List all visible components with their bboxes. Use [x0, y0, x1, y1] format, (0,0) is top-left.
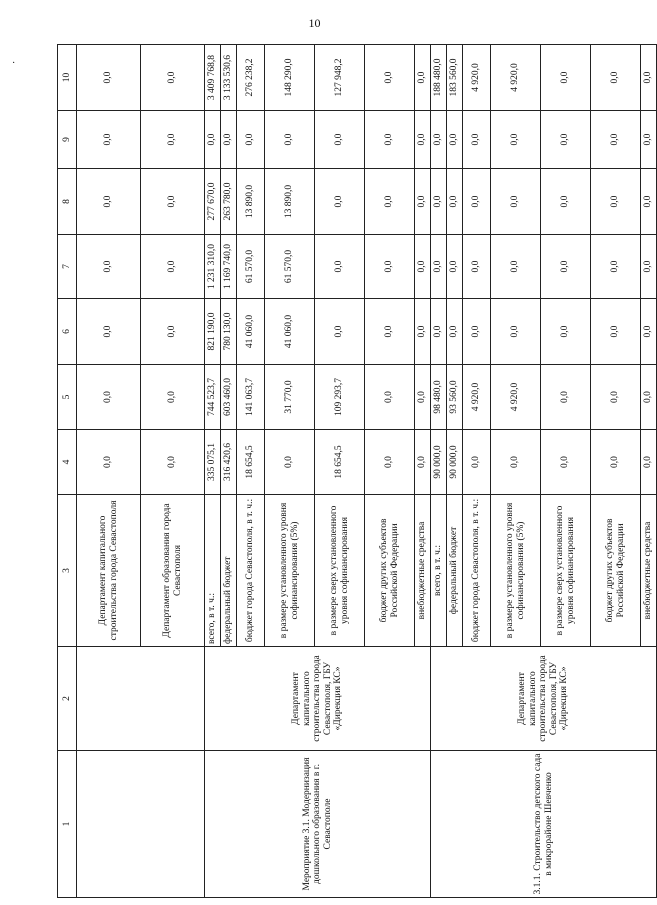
value-cell: 109 293,7 — [315, 365, 365, 430]
value-cell: 1 231 310,0 — [205, 235, 221, 299]
value-cell: 0,0 — [77, 430, 141, 495]
value-cell: 0,0 — [463, 299, 491, 365]
value-cell: 0,0 — [141, 235, 205, 299]
value-cell: 0,0 — [541, 235, 591, 299]
value-cell: 0,0 — [77, 45, 141, 111]
value-cell: 0,0 — [541, 111, 591, 169]
value-cell: 744 523,7 — [205, 365, 221, 430]
value-cell: 0,0 — [315, 299, 365, 365]
value-cell: 61 570,0 — [265, 235, 315, 299]
value-cell: 0,0 — [641, 45, 657, 111]
value-cell: 13 890,0 — [237, 169, 265, 235]
value-cell: 0,0 — [641, 299, 657, 365]
value-cell: 0,0 — [431, 299, 447, 365]
value-cell: 0,0 — [237, 111, 265, 169]
source-cell: бюджет других субъектов Российской Федерации — [365, 495, 415, 647]
source-cell: внебюджетные средства — [415, 495, 431, 647]
value-cell: 188 480,0 — [431, 45, 447, 111]
value-cell: 13 890,0 — [265, 169, 315, 235]
value-cell: 0,0 — [365, 299, 415, 365]
executor-cell: Департамент капитального строительства города Севастополя, ГБУ «Дирекция КС» — [431, 647, 657, 751]
value-cell: 0,0 — [365, 45, 415, 111]
value-cell: 780 130,0 — [221, 299, 237, 365]
value-cell: 0,0 — [431, 235, 447, 299]
event-cell: Мероприятие 3.1. Модернизация дошкольного образования в г. Севастополе — [205, 751, 431, 898]
value-cell: 0,0 — [77, 235, 141, 299]
value-cell: 335 075,1 — [205, 430, 221, 495]
value-cell: 1 169 740,0 — [221, 235, 237, 299]
value-cell: 0,0 — [591, 169, 641, 235]
value-cell: 0,0 — [463, 235, 491, 299]
source-cell: в размере установленного уровня софинансирования (5%) — [491, 495, 541, 647]
source-cell: бюджет других субъектов Российской Федерации — [591, 495, 641, 647]
value-cell: 0,0 — [365, 169, 415, 235]
value-cell: 0,0 — [265, 111, 315, 169]
funding-table — [57, 44, 657, 898]
value-cell: 0,0 — [415, 111, 431, 169]
source-cell: всего, в т. ч.: — [205, 495, 221, 647]
value-cell: 0,0 — [77, 169, 141, 235]
source-cell: федеральный бюджет — [221, 495, 237, 647]
value-cell: 276 238,2 — [237, 45, 265, 111]
value-cell: 0,0 — [77, 111, 141, 169]
value-cell: 3 409 768,8 — [205, 45, 221, 111]
value-cell: 41 060,0 — [237, 299, 265, 365]
value-cell: 0,0 — [591, 235, 641, 299]
value-cell: 4 920,0 — [463, 45, 491, 111]
value-cell: 0,0 — [591, 299, 641, 365]
source-cell: федеральный бюджет — [447, 495, 463, 647]
value-cell: 0,0 — [415, 235, 431, 299]
value-cell: 148 290,0 — [265, 45, 315, 111]
table-row — [77, 45, 141, 898]
value-cell: 0,0 — [591, 111, 641, 169]
header-row — [58, 45, 77, 898]
value-cell: 0,0 — [141, 169, 205, 235]
value-cell: 0,0 — [77, 299, 141, 365]
value-cell: 0,0 — [641, 235, 657, 299]
value-cell: 0,0 — [491, 111, 541, 169]
source-cell: в размере установленного уровня софинансирования (5%) — [265, 495, 315, 647]
value-cell: 0,0 — [415, 169, 431, 235]
value-cell: 0,0 — [415, 45, 431, 111]
value-cell: 98 480,0 — [431, 365, 447, 430]
value-cell: 0,0 — [447, 235, 463, 299]
value-cell: 3 133 530,6 — [221, 45, 237, 111]
value-cell: 0,0 — [431, 111, 447, 169]
event-cell-empty — [77, 751, 205, 898]
value-cell: 0,0 — [541, 365, 591, 430]
value-cell: 141 063,7 — [237, 365, 265, 430]
value-cell: 0,0 — [641, 111, 657, 169]
value-cell: 0,0 — [491, 169, 541, 235]
header-cell: 6 — [58, 299, 77, 365]
source-cell: Департамент образования города Севастополя — [141, 495, 205, 647]
header-cell: 5 — [58, 365, 77, 430]
value-cell: 0,0 — [463, 169, 491, 235]
source-cell: в размере сверх установленного уровня софинансирования — [315, 495, 365, 647]
value-cell: 0,0 — [591, 430, 641, 495]
table-row — [431, 45, 447, 898]
header-cell: 9 — [58, 111, 77, 169]
value-cell: 821 190,0 — [205, 299, 221, 365]
value-cell: 603 460,0 — [221, 365, 237, 430]
rotated-table-wrapper — [57, 45, 654, 898]
value-cell: 4 920,0 — [463, 365, 491, 430]
value-cell: 18 654,5 — [237, 430, 265, 495]
value-cell: 0,0 — [141, 430, 205, 495]
value-cell: 0,0 — [221, 111, 237, 169]
value-cell: 0,0 — [641, 169, 657, 235]
value-cell: 18 654,5 — [315, 430, 365, 495]
source-cell: бюджет города Севастополя, в т. ч.: — [463, 495, 491, 647]
value-cell: 0,0 — [365, 111, 415, 169]
value-cell: 0,0 — [141, 111, 205, 169]
header-cell: 10 — [58, 45, 77, 111]
value-cell: 4 920,0 — [491, 45, 541, 111]
value-cell: 0,0 — [541, 299, 591, 365]
value-cell: 90 000,0 — [447, 430, 463, 495]
value-cell: 0,0 — [265, 430, 315, 495]
source-cell: Департамент капитального строительства города Севастополя — [77, 495, 141, 647]
executor-cell: Департамент капитального строительства города Севастополя, ГБУ «Дирекция КС» — [205, 647, 431, 751]
value-cell: 0,0 — [205, 111, 221, 169]
source-cell: внебюджетные средства — [641, 495, 657, 647]
value-cell: 0,0 — [365, 365, 415, 430]
value-cell: 0,0 — [641, 365, 657, 430]
value-cell: 31 770,0 — [265, 365, 315, 430]
value-cell: 0,0 — [491, 235, 541, 299]
value-cell: 41 060,0 — [265, 299, 315, 365]
value-cell: 0,0 — [541, 45, 591, 111]
value-cell: 0,0 — [141, 45, 205, 111]
event-cell: 3.1.1. Строительство детского сада в микрорайоне Шевченко — [431, 751, 657, 898]
value-cell: 316 420,6 — [221, 430, 237, 495]
source-cell: бюджет города Севастополя, в т. ч.: — [237, 495, 265, 647]
value-cell: 0,0 — [415, 430, 431, 495]
header-cell: 1 — [58, 751, 77, 898]
value-cell: 0,0 — [141, 365, 205, 430]
value-cell: 0,0 — [315, 235, 365, 299]
value-cell: 183 560,0 — [447, 45, 463, 111]
table-row — [205, 45, 221, 898]
value-cell: 0,0 — [541, 430, 591, 495]
value-cell: 93 560,0 — [447, 365, 463, 430]
value-cell: 0,0 — [463, 430, 491, 495]
value-cell: 0,0 — [365, 235, 415, 299]
value-cell: 0,0 — [447, 111, 463, 169]
value-cell: 0,0 — [415, 299, 431, 365]
header-cell: 3 — [58, 495, 77, 647]
value-cell: 0,0 — [415, 365, 431, 430]
source-cell: всего, в т. ч.: — [431, 495, 447, 647]
value-cell: 0,0 — [491, 299, 541, 365]
value-cell: 0,0 — [77, 365, 141, 430]
value-cell: 127 948,2 — [315, 45, 365, 111]
value-cell: 0,0 — [447, 299, 463, 365]
value-cell: 0,0 — [641, 430, 657, 495]
value-cell: 263 780,0 — [221, 169, 237, 235]
source-cell: в размере сверх установленного уровня софинансирования — [541, 495, 591, 647]
value-cell: 0,0 — [141, 299, 205, 365]
value-cell: 0,0 — [431, 169, 447, 235]
value-cell: 0,0 — [591, 365, 641, 430]
value-cell: 0,0 — [491, 430, 541, 495]
value-cell: 0,0 — [541, 169, 591, 235]
header-cell: 2 — [58, 647, 77, 751]
value-cell: 0,0 — [315, 169, 365, 235]
value-cell: 0,0 — [447, 169, 463, 235]
value-cell: 0,0 — [365, 430, 415, 495]
value-cell: 90 000,0 — [431, 430, 447, 495]
header-cell: 4 — [58, 430, 77, 495]
page-number: 10 — [308, 16, 321, 30]
header-cell: 7 — [58, 235, 77, 299]
value-cell: 4 920,0 — [491, 365, 541, 430]
value-cell: 277 670,0 — [205, 169, 221, 235]
value-cell: 0,0 — [315, 111, 365, 169]
value-cell: 0,0 — [463, 111, 491, 169]
value-cell: 0,0 — [591, 45, 641, 111]
executor-cell-empty — [77, 647, 205, 751]
scan-dot: · — [12, 58, 16, 69]
header-cell: 8 — [58, 169, 77, 235]
value-cell: 61 570,0 — [237, 235, 265, 299]
